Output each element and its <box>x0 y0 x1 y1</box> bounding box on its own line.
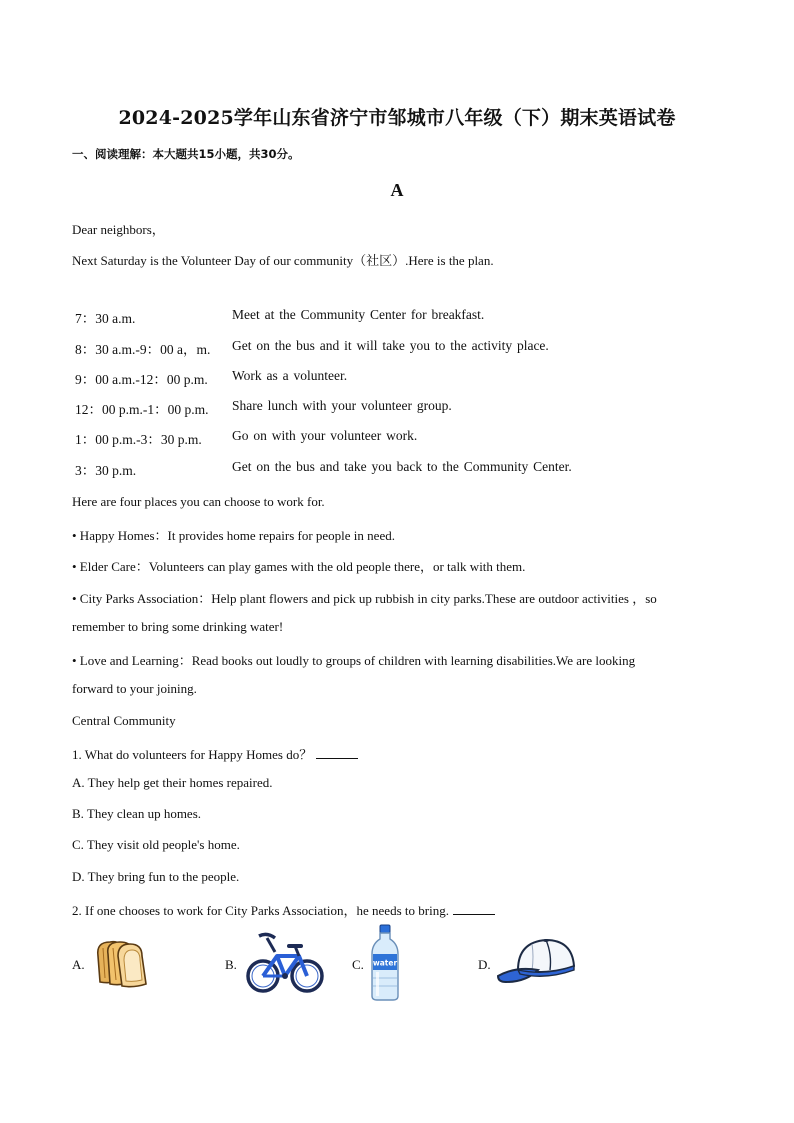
place-item: • Elder Care：Volunteers can play games with the old people there，or talk with them. <box>72 559 526 574</box>
place-item-continued: forward to your joining. <box>72 681 197 696</box>
exam-title: 2024-2025学年山东省济宁市邹城市八年级（下）期末英语试卷 <box>118 107 676 129</box>
plan-time: 12：00 p.m.-1：00 p.m. <box>75 402 209 417</box>
plan-activity: Get on the bus and take you back to the Community Center. <box>232 459 572 474</box>
option-c-label: C. <box>352 957 364 972</box>
plan-time: 8：30 a.m.-9：00 a，m. <box>75 342 211 357</box>
section-heading: 一、阅读理解：本大题共15小题，共30分。 <box>72 147 300 161</box>
answer-blank <box>453 902 495 915</box>
option-d: D. They bring fun to the people. <box>72 869 240 884</box>
intro: Next Saturday is the Volunteer Day of our community（社区）.Here is the plan. <box>72 253 494 268</box>
plan-time: 7：30 a.m. <box>75 311 136 326</box>
place-item: • City Parks Association：Help plant flowers and pick up rubbish in city parks.These are outdoor activities ，so <box>72 591 657 606</box>
places-intro: Here are four places you can choose to work for. <box>72 494 325 509</box>
option-b-label: B. <box>225 957 237 972</box>
place-item: • Happy Homes：It provides home repairs for people in need. <box>72 528 395 543</box>
plan-time: 1：00 p.m.-3：30 p.m. <box>75 432 202 447</box>
signature: Central Community <box>72 713 176 728</box>
bread-icon <box>90 934 152 992</box>
place-item-continued: remember to bring some drinking water! <box>72 619 284 634</box>
option-d-label: D. <box>478 957 491 972</box>
plan-activity: Go on with your volunteer work. <box>232 428 418 443</box>
plan-activity: Get on the bus and it will take you to the activity place. <box>232 338 549 353</box>
option-a: A. They help get their homes repaired. <box>72 775 273 790</box>
plan-time: 3：30 p.m. <box>75 463 137 478</box>
plan-activity: Meet at the Community Center for breakfast. <box>232 307 485 322</box>
cap-icon <box>496 936 578 986</box>
answer-blank <box>316 746 358 759</box>
place-item: • Love and Learning：Read books out loudly to groups of children with learning disabilities.We are looking <box>72 653 636 668</box>
question-stem: 1. What do volunteers for Happy Homes do？ <box>72 747 313 762</box>
option-b: B. They clean up homes. <box>72 806 202 821</box>
option-c: C. They visit old people's home. <box>72 837 240 852</box>
question-stem: 2. If one chooses to work for City Parks Association，he needs to bring. <box>72 903 449 918</box>
water-bottle-icon <box>368 924 402 1002</box>
plan-activity: Work as a volunteer. <box>232 368 348 383</box>
plan-time: 9：00 a.m.-12：00 p.m. <box>75 372 208 387</box>
plan-activity: Share lunch with your volunteer group. <box>232 398 452 413</box>
greeting: Dear neighbors， <box>72 222 165 237</box>
bicycle-icon <box>245 930 325 996</box>
bottle-label: water <box>372 958 398 968</box>
option-a-label: A. <box>72 957 85 972</box>
passage-label: A <box>390 180 404 200</box>
